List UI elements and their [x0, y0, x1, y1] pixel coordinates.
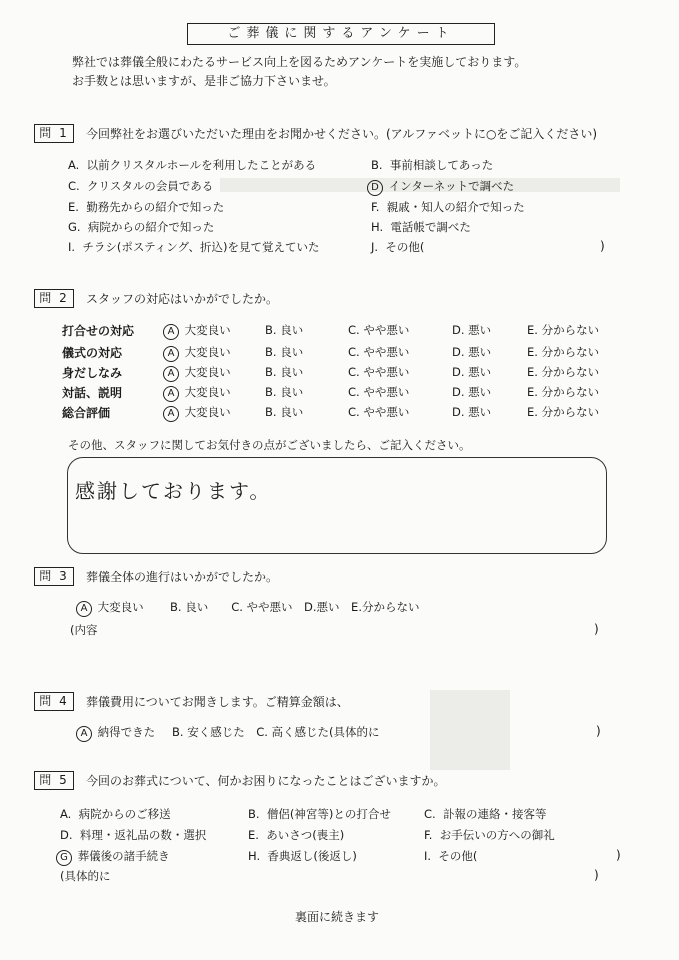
q1-option-c[interactable]: C. クリスタルの会員である: [68, 179, 214, 193]
q5-text: 今回のお葬式について、何かお困りになったことはございますか。: [86, 774, 446, 788]
q1-option-i[interactable]: I. チラシ(ポスティング、折込)を見て覚えていた: [68, 240, 320, 254]
q5-option-f[interactable]: F. お手伝いの方への御礼: [424, 828, 555, 842]
q5-option-d[interactable]: D. 料理・返礼品の数・選択: [60, 828, 207, 842]
q5-option-a[interactable]: A. 病院からのご移送: [60, 807, 171, 821]
q2-option-d[interactable]: D. 悪い: [452, 365, 492, 379]
bleed-through-qr: [430, 690, 510, 770]
q2-option-d[interactable]: D. 悪い: [452, 405, 492, 419]
q2-option-b[interactable]: B. 良い: [265, 385, 304, 399]
q2-option-a-selected[interactable]: A 大変良い: [163, 344, 231, 362]
selected-circle-mark: A: [163, 346, 179, 362]
q5-option-h[interactable]: H. 香典返し(後返し): [248, 849, 357, 863]
q4-close-paren: ): [596, 724, 601, 738]
q5-option-g-selected[interactable]: G 葬儀後の諸手続き: [56, 848, 170, 866]
q2-option-c[interactable]: C. やや悪い: [348, 365, 410, 379]
q1-option-g[interactable]: G. 病院からの紹介で知った: [68, 220, 215, 234]
q2-option-e[interactable]: E. 分からない: [527, 365, 600, 379]
intro-line-2: お手数とは思いますが、是非ご協力下さいませ。: [72, 74, 336, 88]
q2-option-e[interactable]: E. 分からない: [527, 405, 600, 419]
q5-close-paren-2: ): [594, 868, 599, 882]
q3-number: 問 3: [34, 567, 74, 586]
q2-row-label: 対話、説明: [62, 386, 123, 400]
q4-text: 葬儀費用についてお聞きします。ご精算金額は、: [86, 695, 349, 709]
q1-option-d-selected[interactable]: D インターネットで調べた: [367, 178, 514, 196]
selected-circle-mark: A: [76, 601, 92, 617]
q2-option-c[interactable]: C. やや悪い: [348, 385, 410, 399]
selected-circle-mark: D: [367, 180, 383, 196]
q4-option-a-selected[interactable]: A 納得できた: [76, 724, 155, 742]
q5-detail: (具体的に: [60, 869, 111, 883]
q5-option-i[interactable]: I. その他(: [424, 849, 478, 863]
q3-other-options: B. 良い C. やや悪い D.悪い E.分からない: [170, 600, 420, 614]
q2-comment-prompt: その他、スタッフに関してお気付きの点がございましたら、ご記入ください。: [68, 438, 471, 452]
q1-option-b[interactable]: B. 事前相談してあった: [371, 158, 494, 172]
q3-close-paren: ): [594, 622, 599, 636]
q2-option-b[interactable]: B. 良い: [265, 345, 304, 359]
q1-text: 今回弊社をお選びいただいた理由をお聞かせください。(アルファベットに○をご記入ください): [86, 127, 598, 141]
q2-option-b[interactable]: B. 良い: [265, 405, 304, 419]
q5-option-b[interactable]: B. 僧侶(神宮等)との打合せ: [248, 807, 391, 821]
selected-circle-mark: A: [163, 324, 179, 340]
q2-number: 問 2: [34, 289, 74, 308]
q2-option-d[interactable]: D. 悪い: [452, 385, 492, 399]
q2-option-d[interactable]: D. 悪い: [452, 345, 492, 359]
q2-comment-box[interactable]: [67, 457, 607, 554]
q5-option-e[interactable]: E. あいさつ(喪主): [248, 828, 345, 842]
q4-other-options: B. 安く感じた C. 高く感じた(具体的に: [172, 725, 380, 739]
q2-text: スタッフの対応はいかがでしたか。: [86, 292, 279, 306]
q5-option-c[interactable]: C. 訃報の連絡・接客等: [424, 807, 547, 821]
q2-option-e[interactable]: E. 分からない: [527, 345, 600, 359]
q1-option-f[interactable]: F. 親戚・知人の紹介で知った: [371, 200, 525, 214]
q2-option-a-selected[interactable]: A 大変良い: [163, 322, 231, 340]
q2-option-d[interactable]: D. 悪い: [452, 323, 492, 337]
selected-circle-mark: A: [163, 366, 179, 382]
q1-close-paren: ): [600, 239, 605, 253]
q3-detail: (内容: [70, 623, 98, 637]
q2-option-b[interactable]: B. 良い: [265, 365, 304, 379]
q1-option-a[interactable]: A. 以前クリスタルホールを利用したことがある: [68, 158, 317, 172]
q2-row-label: 打合せの対応: [62, 324, 135, 338]
q2-option-c[interactable]: C. やや悪い: [348, 323, 410, 337]
q3-option-a-selected[interactable]: A 大変良い: [76, 599, 144, 617]
q1-option-h[interactable]: H. 電話帳で調べた: [371, 220, 471, 234]
selected-circle-mark: A: [163, 406, 179, 422]
intro-line-1: 弊社では葬儀全般にわたるサービス向上を図るためアンケートを実施しております。: [72, 55, 527, 69]
q1-option-e[interactable]: E. 勤務先からの紹介で知った: [68, 200, 225, 214]
q3-text: 葬儀全体の進行はいかがでしたか。: [86, 570, 279, 584]
selected-circle-mark: G: [56, 850, 72, 866]
page-title: ご葬儀に関するアンケート: [187, 23, 495, 45]
q1-number: 問 1: [34, 124, 74, 143]
q2-handwritten-comment: 感謝しております。: [75, 479, 272, 503]
q2-option-e[interactable]: E. 分からない: [527, 323, 600, 337]
selected-circle-mark: A: [76, 726, 92, 742]
q4-number: 問 4: [34, 692, 74, 711]
q2-option-b[interactable]: B. 良い: [265, 323, 304, 337]
q2-row-label: 総合評価: [62, 406, 111, 420]
q2-option-c[interactable]: C. やや悪い: [348, 405, 410, 419]
q2-row-label: 身だしなみ: [62, 366, 123, 380]
q5-close-paren-1: ): [616, 848, 621, 862]
q5-number: 問 5: [34, 771, 74, 790]
q1-option-j[interactable]: J. その他(: [371, 240, 425, 254]
q2-option-c[interactable]: C. やや悪い: [348, 345, 410, 359]
q2-option-a-selected[interactable]: A 大変良い: [163, 364, 231, 382]
q2-option-a-selected[interactable]: A 大変良い: [163, 384, 231, 402]
q2-row-label: 儀式の対応: [62, 346, 123, 360]
footer-continued: 裏面に続きます: [295, 910, 380, 924]
q2-option-e[interactable]: E. 分からない: [527, 385, 600, 399]
selected-circle-mark: A: [163, 386, 179, 402]
q2-option-a-selected[interactable]: A 大変良い: [163, 404, 231, 422]
